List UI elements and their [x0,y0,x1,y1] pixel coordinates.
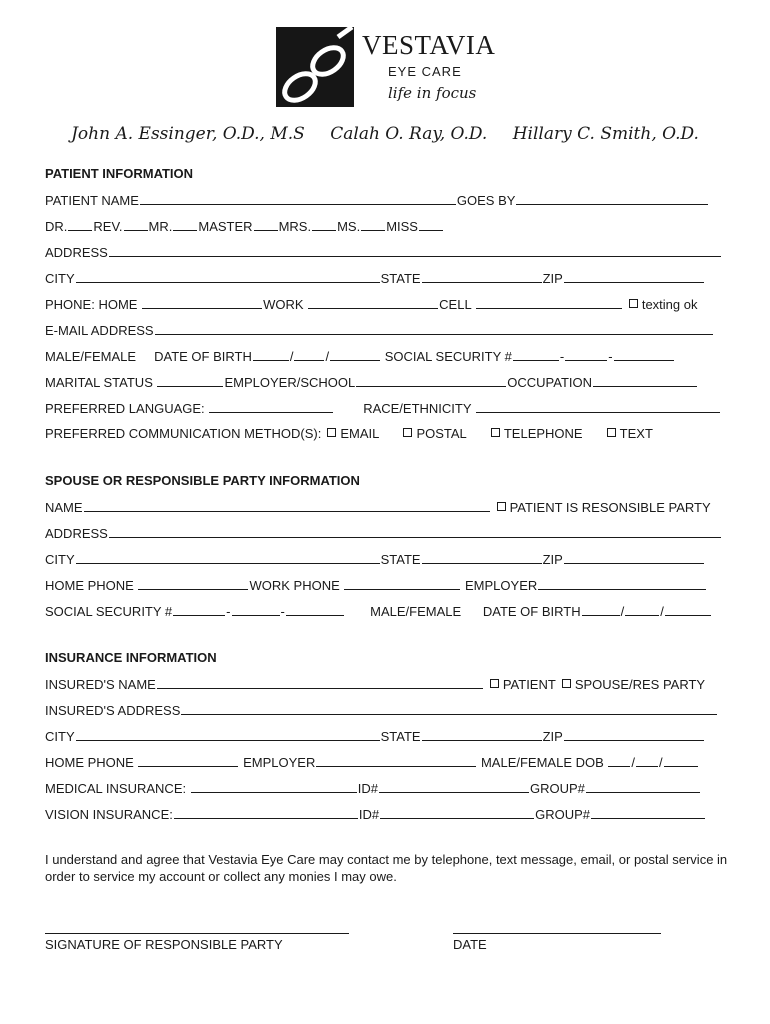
spouse-employer-field[interactable] [538,577,706,590]
brand-name: VESTAVIA [362,30,496,60]
spouse-address-field[interactable] [109,525,721,538]
title-mrs-field[interactable] [312,218,336,231]
insured-dob-month-field[interactable] [608,754,630,767]
medical-insurance-field[interactable] [191,780,357,793]
row-patient-name: PATIENT NAME GOES BY [45,192,709,209]
doctor-name: John A. Essinger, O.D., M.S [71,124,305,144]
dob-month-field[interactable] [253,348,289,361]
spouse-name-field[interactable] [84,499,490,512]
occupation-field[interactable] [593,374,697,387]
state-field[interactable] [422,270,542,283]
date-line[interactable] [453,932,661,934]
brand-subtitle: EYE CARE [388,64,462,79]
spouse-home-phone-field[interactable] [138,577,248,590]
patient-responsible-checkbox[interactable] [497,502,506,511]
row-insured-address: INSURED'S ADDRESS [45,702,718,719]
medical-id-field[interactable] [379,780,529,793]
row-phone: PHONE: HOME WORK CELL texting ok [45,297,698,312]
cell-phone-field[interactable] [476,296,622,309]
address-field[interactable] [109,244,721,257]
vision-group-field[interactable] [591,806,705,819]
comm-text-checkbox[interactable] [607,428,616,437]
spouse-dob-year-field[interactable] [665,603,711,616]
title-ms-field[interactable] [361,218,385,231]
spouse-city-field[interactable] [76,551,380,564]
logo-mark [276,27,354,107]
spouse-state-field[interactable] [422,551,542,564]
row-sex-dob-ssn: MALE/FEMALE DATE OF BIRTH / / SOCIAL SECURITY # - - [45,348,675,365]
signature-label: SIGNATURE OF RESPONSIBLE PARTY [45,937,283,952]
spouse-zip-field[interactable] [564,551,704,564]
signature-line[interactable] [45,932,349,934]
insured-dob-year-field[interactable] [664,754,698,767]
doctor-name: Hillary C. Smith, O.D. [512,124,699,144]
ssn-part2-field[interactable] [565,348,607,361]
insured-city-field[interactable] [76,728,380,741]
language-field[interactable] [209,400,333,413]
row-titles: DR. REV. MR. MASTER MRS. MS. MISS [45,218,444,235]
medical-group-field[interactable] [586,780,700,793]
dob-year-field[interactable] [330,348,380,361]
row-insured-city: CITY STATE ZIP [45,728,705,745]
insured-employer-field[interactable] [316,754,476,767]
section-heading-insurance: INSURANCE INFORMATION [45,650,217,665]
row-medical-insurance: MEDICAL INSURANCE: ID# GROUP# [45,780,701,797]
title-rev-field[interactable] [124,218,148,231]
vision-id-field[interactable] [380,806,534,819]
row-address: ADDRESS [45,244,722,261]
spouse-dob-day-field[interactable] [625,603,659,616]
row-insured-name: INSURED'S NAME PATIENT SPOUSE/RES PARTY [45,677,706,692]
insured-zip-field[interactable] [564,728,704,741]
zip-field[interactable] [564,270,704,283]
row-language: PREFERRED LANGUAGE: RACE/ETHNICITY [45,400,721,417]
work-phone-field[interactable] [308,296,438,309]
spouse-work-phone-field[interactable] [344,577,460,590]
home-phone-field[interactable] [142,296,262,309]
race-field[interactable] [476,400,720,413]
insured-address-field[interactable] [181,702,717,715]
insured-patient-checkbox[interactable] [490,679,499,688]
row-spouse-ssn: SOCIAL SECURITY # - - MALE/FEMALE DATE OF BIRTH / / [45,603,712,620]
dob-day-field[interactable] [294,348,324,361]
insured-dob-day-field[interactable] [636,754,658,767]
ssn-part1-field[interactable] [513,348,559,361]
city-field[interactable] [76,270,380,283]
section-heading-spouse: SPOUSE OR RESPONSIBLE PARTY INFORMATION [45,473,360,488]
comm-postal-checkbox[interactable] [403,428,412,437]
title-dr-field[interactable] [68,218,92,231]
doctor-name: Calah O. Ray, O.D. [330,124,488,144]
row-insured-phone: HOME PHONE EMPLOYER MALE/FEMALE DOB / / [45,754,699,771]
row-spouse-address: ADDRESS [45,525,722,542]
goes-by-field[interactable] [516,192,708,205]
insured-home-phone-field[interactable] [138,754,238,767]
row-city: CITY STATE ZIP [45,270,705,287]
spouse-dob-month-field[interactable] [582,603,620,616]
comm-email-checkbox[interactable] [327,428,336,437]
title-mr-field[interactable] [173,218,197,231]
marital-field[interactable] [157,374,223,387]
row-spouse-phones: HOME PHONE WORK PHONE EMPLOYER [45,577,707,594]
row-spouse-name: NAME PATIENT IS RESONSIBLE PARTY [45,500,711,515]
title-miss-field[interactable] [419,218,443,231]
row-marital: MARITAL STATUS EMPLOYER/SCHOOL OCCUPATION [45,374,698,391]
brand-tagline: life in focus [388,84,477,102]
insured-spouse-checkbox[interactable] [562,679,571,688]
ssn-part3-field[interactable] [614,348,674,361]
row-email: E-MAIL ADDRESS [45,322,714,339]
section-heading-patient: PATIENT INFORMATION [45,166,194,181]
consent-text: I understand and agree that Vestavia Eye Care may contact me by telephone, text message, email, or postal service in order to service my account or collect any monies I may owe. [45,852,728,884]
row-communication: PREFERRED COMMUNICATION METHOD(S): EMAIL POSTAL TELEPHONE TEXT [45,426,653,441]
row-spouse-city: CITY STATE ZIP [45,551,705,568]
date-label: DATE [453,937,487,952]
title-master-field[interactable] [254,218,278,231]
insured-state-field[interactable] [422,728,542,741]
spouse-ssn-part1-field[interactable] [173,603,225,616]
spouse-ssn-part3-field[interactable] [286,603,344,616]
insured-name-field[interactable] [157,676,483,689]
vision-insurance-field[interactable] [174,806,358,819]
texting-checkbox[interactable] [629,299,638,308]
comm-telephone-checkbox[interactable] [491,428,500,437]
row-vision-insurance: VISION INSURANCE: ID# GROUP# [45,806,706,823]
employer-school-field[interactable] [356,374,506,387]
doctor-list [0,124,770,144]
email-field[interactable] [155,322,713,335]
patient-name-field[interactable] [140,192,456,205]
spouse-ssn-part2-field[interactable] [232,603,280,616]
